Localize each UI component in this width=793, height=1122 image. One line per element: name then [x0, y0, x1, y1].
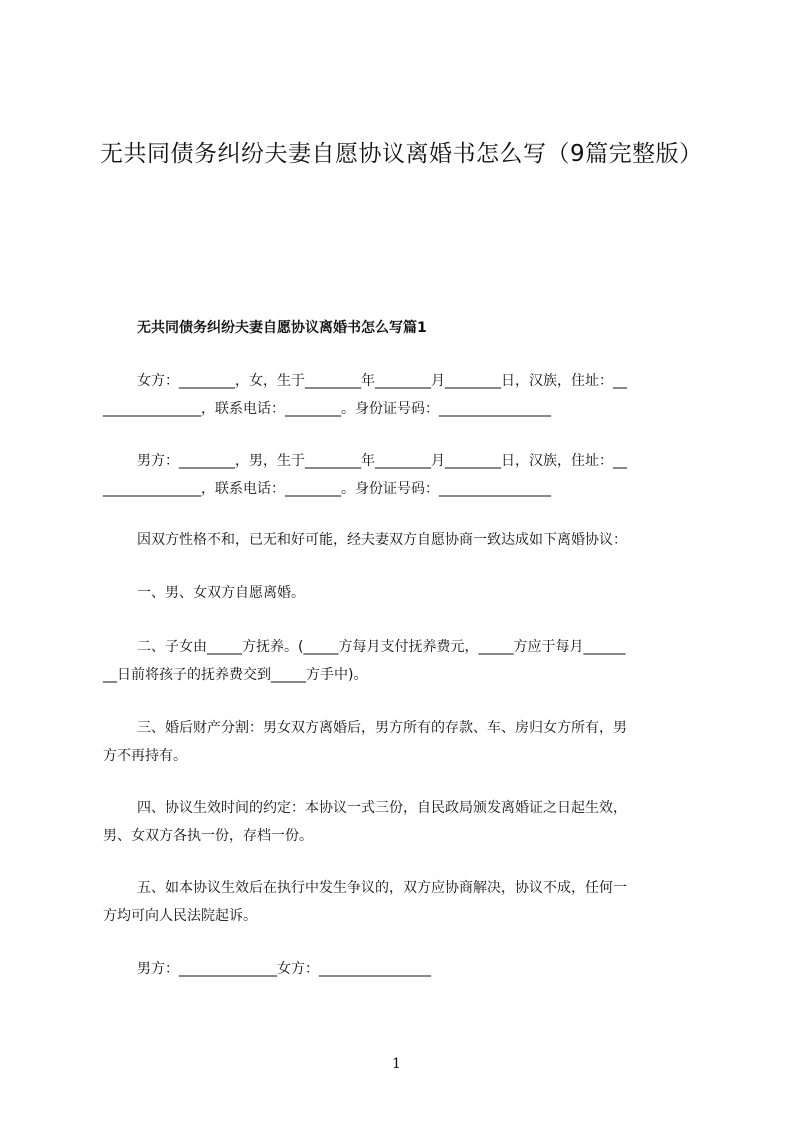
- paragraph-line: 四、协议生效时间的约定：本协议一式三份，自民政局颁发离婚证之日起生效，: [137, 800, 627, 816]
- paragraph-line: 三、婚后财产分割：男女双方离婚后，男方所有的存款、车、房归女方所有，男: [137, 720, 627, 736]
- paragraph-line: 五、如本协议生效后在执行中发生争议的，双方应协商解决，协议不成，任何一: [137, 880, 627, 896]
- paragraph-male-party-info: [103, 447, 703, 503]
- paragraph-line: 男方：______________女方：________________: [137, 961, 431, 977]
- clause-4-effective-date: [103, 794, 703, 850]
- paragraph-line: ______________，联系电话：________。身份证号码：________________: [103, 401, 551, 417]
- paragraph-line: 女方：________，女，生于________年________月________日，汉族，住址：__: [137, 373, 627, 389]
- paragraph-line: ______________，联系电话：________。身份证号码：________________: [103, 481, 551, 497]
- paragraph-line: __日前将孩子的抚养费交到_____方手中)。: [103, 667, 368, 683]
- paragraph-agreement-intro: [103, 526, 703, 554]
- clause-1-divorce: [103, 579, 703, 607]
- clause-2-child-custody: [103, 633, 703, 689]
- paragraph-line: 男方：________，男，生于________年________月________日，汉族，住址：__: [137, 453, 627, 469]
- paragraph-line: 方不再持有。: [103, 748, 187, 764]
- page-number: 1: [392, 1056, 401, 1072]
- paragraph-line: 二、子女由_____方抚养。(_____方每月支付抚养费元，_____方应于每月______: [137, 639, 626, 655]
- signature-line: [103, 955, 703, 983]
- clause-5-dispute-resolution: [103, 874, 703, 930]
- clause-3-property-division: [103, 714, 703, 770]
- section-heading: 无共同债务纠纷夫妻自愿协议离婚书怎么写篇1: [137, 320, 427, 336]
- page-title: 无共同债务纠纷夫妻自愿协议离婚书怎么写（9篇完整版）: [100, 141, 703, 167]
- paragraph-line: 男、女双方各执一份，存档一份。: [103, 828, 313, 844]
- paragraph-line: 一、男、女双方自愿离婚。: [137, 585, 305, 601]
- paragraph-female-party-info: [103, 367, 703, 423]
- paragraph-line: 因双方性格不和，已无和好可能，经夫妻双方自愿协商一致达成如下离婚协议：: [137, 532, 627, 548]
- paragraph-line: 方均可向人民法院起诉。: [103, 908, 257, 924]
